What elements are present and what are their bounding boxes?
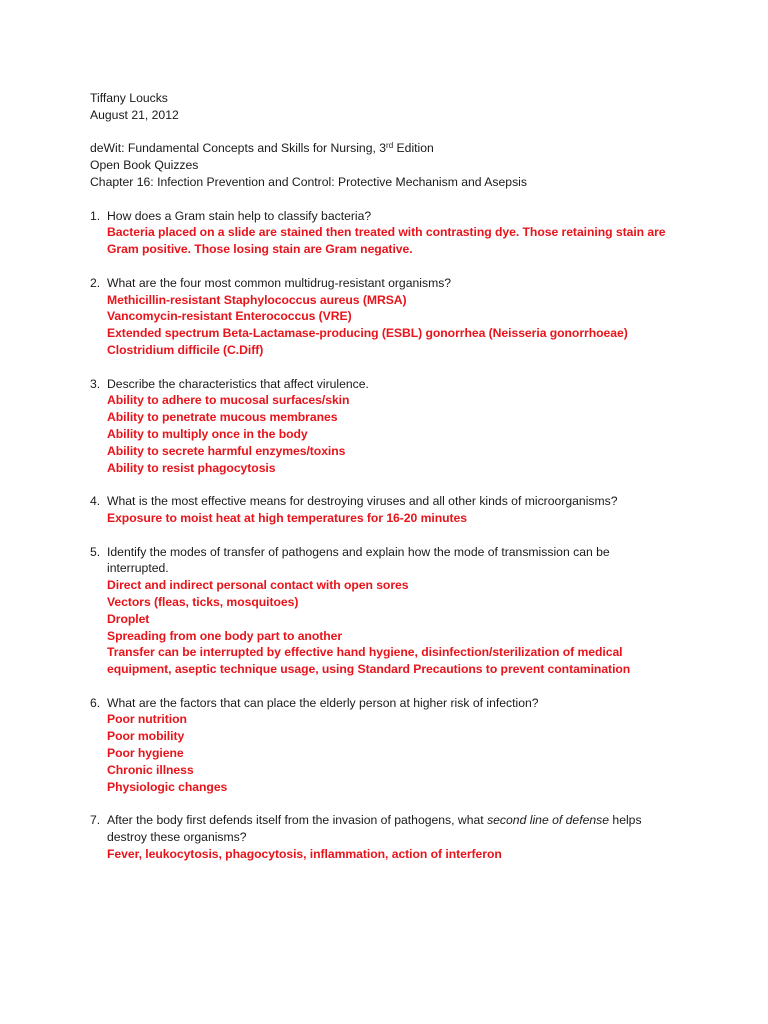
book-edition-superscript: rd: [386, 141, 394, 151]
spacer: [90, 795, 690, 812]
question-3: [90, 376, 690, 477]
answer-line: Chronic illness: [107, 762, 194, 777]
question-text: Describe the characteristics that affect virulence.: [107, 376, 369, 391]
author-name: Tiffany Loucks: [90, 91, 168, 105]
question-number: 5.: [90, 544, 101, 559]
question-7: [90, 812, 690, 862]
answer-line: Bacteria placed on a slide are stained then treated with contrasting dye. Those retaining stain are: [107, 225, 666, 240]
answer-line: Methicillin-resistant Staphylococcus aureus (MRSA): [107, 292, 407, 307]
answer-block: [107, 392, 690, 476]
chapter-title: Chapter 16: Infection Prevention and Control: Protective Mechanism and Asepsis: [90, 174, 527, 189]
answer-line: Ability to resist phagocytosis: [107, 460, 276, 475]
question-text-start: After the body first defends itself from the invasion of pathogens, what: [107, 813, 488, 828]
answer-line: Vancomycin-resistant Enterococcus (VRE): [107, 309, 352, 324]
question-text-continued: interrupted.: [107, 561, 169, 576]
spacer: [90, 124, 690, 141]
answer-line: Ability to multiply once in the body: [107, 426, 308, 441]
answer-line: Transfer can be interrupted by effective hand hygiene, disinfection/sterilization of medical: [107, 645, 623, 660]
question-text-end: helps: [609, 813, 642, 828]
question-text-emphasis: second line of defense: [487, 813, 610, 828]
spacer: [90, 191, 690, 208]
document-date: August 21, 2012: [90, 107, 179, 122]
book-title-edition: Edition: [393, 141, 434, 156]
question-6: [90, 695, 690, 796]
question-text: How does a Gram stain help to classify bacteria?: [107, 208, 372, 223]
document-header: [90, 90, 690, 191]
spacer: [90, 359, 690, 376]
question-number: 7.: [90, 813, 101, 828]
document-subtitle: Open Book Quizzes: [90, 158, 199, 173]
spacer: [90, 527, 690, 544]
answer-line: Ability to penetrate mucous membranes: [107, 410, 338, 425]
answer-line: Clostridium difficile (C.Diff): [107, 342, 264, 357]
question-number: 4.: [90, 494, 101, 509]
answer-line: equipment, aseptic technique usage, using Standard Precautions to prevent contamination: [107, 662, 631, 677]
question-2: [90, 275, 690, 359]
answer-line: Extended spectrum Beta-Lactamase-producing (ESBL) gonorrhea (Neisseria gonorrhoeae): [107, 326, 628, 341]
spacer: [90, 476, 690, 493]
answer-line: Gram positive. Those losing stain are Gram negative.: [107, 242, 413, 257]
question-number: 3.: [90, 376, 101, 391]
question-text: What is the most effective means for destroying viruses and all other kinds of microorganisms?: [107, 494, 618, 509]
answer-block: [107, 292, 690, 359]
answer-block: [107, 711, 690, 795]
question-4: [90, 493, 690, 527]
question-text: What are the factors that can place the elderly person at higher risk of infection?: [107, 695, 539, 710]
question-text: What are the four most common multidrug-resistant organisms?: [107, 275, 452, 290]
answer-line: Droplet: [107, 611, 150, 626]
question-5: [90, 544, 690, 678]
answer-line: Ability to adhere to mucosal surfaces/skin: [107, 393, 350, 408]
answer-line: Vectors (fleas, ticks, mosquitoes): [107, 594, 299, 609]
question-number: 6.: [90, 695, 101, 710]
answer-line: Exposure to moist heat at high temperatures for 16-20 minutes: [107, 510, 467, 525]
answer-line: Direct and indirect personal contact with open sores: [107, 578, 409, 593]
answer-block: [107, 846, 690, 863]
book-title: [90, 140, 690, 157]
question-number: 2.: [90, 275, 101, 290]
answer-line: Spreading from one body part to another: [107, 628, 343, 643]
book-title-main: deWit: Fundamental Concepts and Skills for Nursing, 3: [90, 141, 387, 156]
answer-block: [107, 510, 690, 527]
question-number: 1.: [90, 208, 101, 223]
document-page: [90, 90, 690, 863]
answer-line: Physiologic changes: [107, 779, 228, 794]
answer-line: Poor nutrition: [107, 712, 187, 727]
spacer: [90, 258, 690, 275]
answer-line: Fever, leukocytosis, phagocytosis, inflammation, action of interferon: [107, 846, 502, 861]
question-text: Identify the modes of transfer of pathogens and explain how the mode of transmission can be: [107, 544, 610, 559]
question-text-continued: destroy these organisms?: [107, 830, 247, 845]
question-1: [90, 208, 690, 258]
question-text: [107, 812, 690, 829]
answer-line: Poor hygiene: [107, 746, 184, 761]
answer-block: [107, 224, 690, 258]
answer-line: Poor mobility: [107, 729, 185, 744]
answer-line: Ability to secrete harmful enzymes/toxins: [107, 443, 346, 458]
answer-block: [107, 577, 690, 678]
spacer: [90, 678, 690, 695]
